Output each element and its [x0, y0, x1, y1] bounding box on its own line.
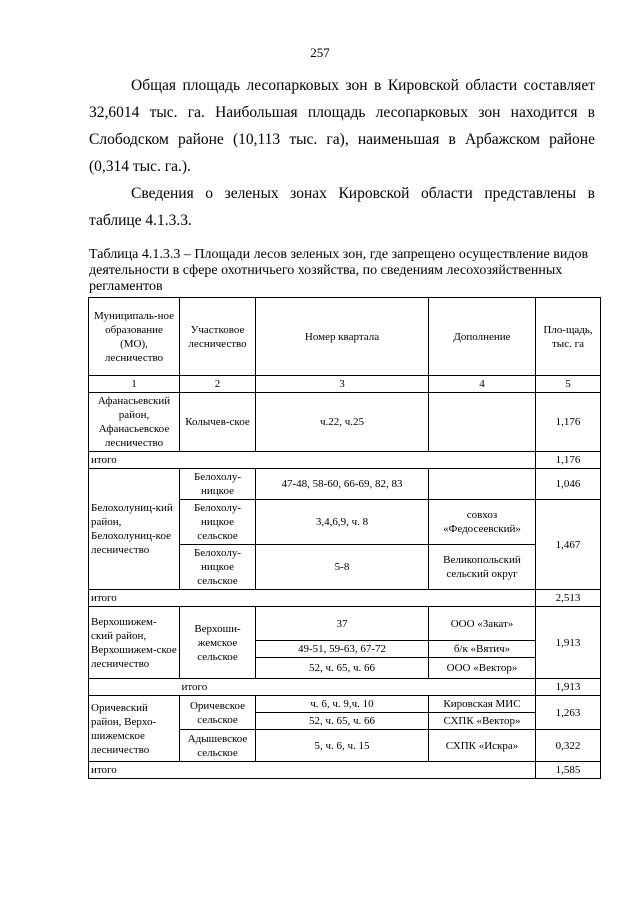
cell-pl: 1,263 — [536, 696, 601, 730]
cell-kv: 52, ч. 65, ч. 66 — [256, 658, 429, 679]
cell-dop: б/к «Вятич» — [429, 641, 536, 658]
total-value: 2,513 — [536, 590, 601, 607]
cell-mo: Афанасьевский район, Афанасьевское лесничество — [89, 393, 180, 452]
paragraph-1: Общая площадь лесопарковых зон в Кировской области составляет 32,6014 тыс. га. Наибольшая площадь лесопарковых зон находится в Слободском районе (10,113 тыс. га), наименьшая в Арбажском районе (0,314 тыс. га.). — [89, 77, 595, 175]
column-numbers-row — [89, 376, 601, 393]
total-label: итого — [89, 452, 536, 469]
cell-kv: 47-48, 58-60, 66-69, 82, 83 — [256, 469, 429, 500]
table-row — [89, 696, 601, 713]
table-caption: Таблица 4.1.3.3 – Площади лесов зеленых зон, где запрещено осуществление видов деятельности в сфере охотничьего хозяйства, по сведениям лесохозяйственных регламентов — [89, 247, 589, 294]
total-value: 1,176 — [536, 452, 601, 469]
total-empty — [89, 679, 180, 696]
total-label: итого — [89, 762, 536, 779]
page-number: 257 — [310, 45, 330, 60]
total-row — [89, 452, 601, 469]
cell-pl: 1,176 — [536, 393, 601, 452]
total-value: 1,913 — [536, 679, 601, 696]
cell-pl: 1,467 — [536, 500, 601, 590]
total-row — [89, 762, 601, 779]
total-row — [89, 590, 601, 607]
header-kv: Номер квартала — [256, 298, 429, 376]
cell-pl: 1,913 — [536, 607, 601, 679]
col-num: 3 — [256, 376, 429, 393]
cell-kv: 5, ч. 6, ч. 15 — [256, 730, 429, 762]
cell-uch: Колычев-ское — [180, 393, 256, 452]
header-pl: Пло-щадь, тыс. га — [536, 298, 601, 376]
header-dop: Дополнение — [429, 298, 536, 376]
cell-dop: СХПК «Вектор» — [429, 713, 536, 730]
cell-dop: ООО «Закат» — [429, 607, 536, 641]
cell-pl: 1,046 — [536, 469, 601, 500]
cell-kv: 37 — [256, 607, 429, 641]
table-row — [89, 607, 601, 641]
cell-mo: Верхошижем-ский район, Верхошижем-ское лесничество — [89, 607, 180, 679]
paragraph-2: Сведения о зеленых зонах Кировской области представлены в таблице 4.1.3.3. — [89, 185, 595, 229]
green-zones-table — [88, 297, 601, 779]
cell-kv: ч. 6, ч. 9,ч. 10 — [256, 696, 429, 713]
cell-uch: Белохолу-ницкое — [180, 469, 256, 500]
cell-dop — [429, 393, 536, 452]
col-num: 1 — [89, 376, 180, 393]
cell-uch: Оричевское сельское — [180, 696, 256, 730]
total-row — [89, 679, 601, 696]
cell-kv: 52, ч. 65, ч. 66 — [256, 713, 429, 730]
cell-uch: Белохолу-ницкое сельское — [180, 500, 256, 545]
cell-dop: Кировская МИС — [429, 696, 536, 713]
header-mo: Муниципаль-ное образование (МО), лесничество — [89, 298, 180, 376]
total-value: 1,585 — [536, 762, 601, 779]
cell-kv: 5-8 — [256, 545, 429, 590]
cell-pl: 0,322 — [536, 730, 601, 762]
table-row — [89, 469, 601, 500]
table-header-row — [89, 298, 601, 376]
header-uch: Участковое лесничество — [180, 298, 256, 376]
cell-dop: ООО «Вектор» — [429, 658, 536, 679]
table-row — [89, 393, 601, 452]
cell-dop: СХПК «Искра» — [429, 730, 536, 762]
cell-uch: Адышевское сельское — [180, 730, 256, 762]
total-label: итого — [180, 679, 536, 696]
cell-kv: 3,4,6,9, ч. 8 — [256, 500, 429, 545]
cell-mo: Белохолуниц-кий район, Белохолуниц-кое лесничество — [89, 469, 180, 590]
total-label: итого — [89, 590, 536, 607]
cell-dop: Великопольский сельский округ — [429, 545, 536, 590]
col-num: 4 — [429, 376, 536, 393]
cell-uch: Верхоши-жемское сельское — [180, 607, 256, 679]
cell-kv: ч.22, ч.25 — [256, 393, 429, 452]
col-num: 2 — [180, 376, 256, 393]
cell-mo: Оричевский район, Верхо-шижемское лесничество — [89, 696, 180, 762]
cell-kv: 49-51, 59-63, 67-72 — [256, 641, 429, 658]
cell-dop: совхоз «Федосеевский» — [429, 500, 536, 545]
col-num: 5 — [536, 376, 601, 393]
cell-uch: Белохолу-ницкое сельское — [180, 545, 256, 590]
cell-dop — [429, 469, 536, 500]
